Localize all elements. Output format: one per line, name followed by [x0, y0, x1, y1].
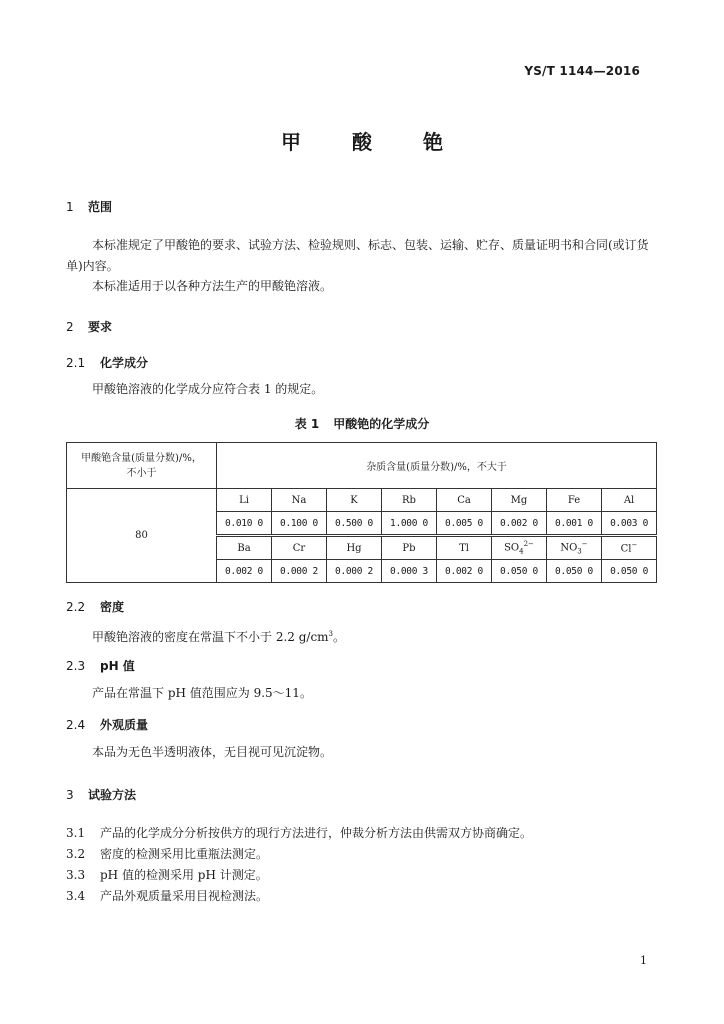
scope-paragraph-1: 本标准规定了甲酸铯的要求、试验方法、检验规则、标志、包装、运输、贮存、质量证明书和合同(或订货单)内容。	[66, 238, 649, 273]
subsection-title: 化学成分	[100, 356, 149, 370]
density-text-end: 。	[333, 630, 346, 644]
item-text: pH 值的检测采用 pH 计测定。	[100, 868, 268, 882]
section-number: 2	[66, 320, 74, 334]
document-title: 甲 酸 铯	[281, 130, 465, 154]
sulfate-base: SO	[504, 542, 520, 554]
test-method-item	[66, 866, 268, 883]
item-number: 3.3	[66, 868, 86, 882]
item-text: 密度的检测采用比重瓶法测定。	[100, 847, 269, 861]
item-text: 产品外观质量采用目视检测法。	[100, 889, 269, 903]
scope-paragraph-2: 本标准适用于以各种方法生产的甲酸铯溶液。	[92, 279, 333, 293]
element-cell: Cr	[272, 536, 327, 560]
nitrate-charge: −	[581, 540, 588, 549]
item-number: 3.4	[66, 889, 86, 903]
section-title: 要求	[88, 320, 113, 334]
subsection-title: pH 值	[100, 659, 135, 673]
density-text-main: 甲酸铯溶液的密度在常温下不小于 2.2 g/cm	[92, 630, 329, 644]
appearance-text: 本品为无色半透明液体，无目视可见沉淀物。	[92, 745, 333, 759]
value-cell: 0.050 0	[602, 560, 657, 583]
element-cell: Hg	[327, 536, 382, 560]
sulfate-subscript: 4	[519, 547, 524, 556]
element-cell: Tl	[437, 536, 492, 560]
standard-number: YS/T 1144—2016	[524, 64, 640, 78]
value-cell: 0.050 0	[492, 560, 547, 583]
main-content-header	[67, 443, 217, 489]
value-cell: 0.000 2	[327, 560, 382, 583]
element-cell: Rb	[382, 489, 437, 512]
value-cell: 0.100 0	[272, 512, 327, 536]
section-number: 3	[66, 788, 74, 802]
ph-text: 产品在常温下 pH 值范围应为 9.5～11。	[92, 686, 312, 700]
subsection-title: 密度	[100, 600, 125, 614]
section-2-3-heading	[66, 657, 135, 674]
subsection-number: 2.2	[66, 600, 86, 614]
section-title: 试验方法	[88, 788, 137, 802]
section-number: 1	[66, 200, 74, 214]
density-unit-exponent: 3	[328, 630, 334, 638]
chloride-charge: −	[631, 541, 638, 550]
test-method-item	[66, 845, 268, 862]
value-cell: 0.002 0	[492, 512, 547, 536]
chem-composition-text: 甲酸铯溶液的化学成分应符合表 1 的规定。	[92, 382, 324, 396]
main-content-value: 80	[67, 489, 217, 583]
value-cell: 0.500 0	[327, 512, 382, 536]
element-cell: Ba	[217, 536, 272, 560]
item-number: 3.2	[66, 847, 86, 861]
subsection-number: 2.4	[66, 718, 86, 732]
section-2-4-heading	[66, 716, 148, 733]
value-cell: 0.001 0	[547, 512, 602, 536]
subsection-title: 外观质量	[100, 718, 149, 732]
nitrate-subscript: 3	[577, 547, 582, 556]
element-row-1	[67, 489, 657, 512]
sulfate-cell	[492, 536, 547, 560]
item-text: 产品的化学成分分析按供方的现行方法进行，仲裁分析方法由供需双方协商确定。	[100, 826, 533, 840]
value-cell: 1.000 0	[382, 512, 437, 536]
table-caption-title: 甲酸铯的化学成分	[333, 417, 430, 431]
element-cell: Ca	[437, 489, 492, 512]
element-cell: Mg	[492, 489, 547, 512]
nitrate-base: NO	[560, 542, 578, 554]
subsection-number: 2.3	[66, 659, 86, 673]
page-number: 1	[640, 954, 647, 967]
main-content-header-line1: 甲酸铯含量(质量分数)/%，	[81, 452, 202, 464]
test-method-item	[66, 887, 268, 904]
section-3-heading	[66, 786, 136, 803]
test-method-item	[66, 824, 532, 841]
value-cell: 0.002 0	[217, 560, 272, 583]
sulfate-charge: 2−	[523, 540, 534, 549]
impurity-header: 杂质含量(质量分数)/%，不大于	[217, 443, 657, 489]
section-2-1-heading	[66, 354, 148, 371]
value-cell: 0.000 2	[272, 560, 327, 583]
element-cell: Fe	[547, 489, 602, 512]
density-text	[66, 624, 658, 648]
value-cell: 0.005 0	[437, 512, 492, 536]
value-cell: 0.050 0	[547, 560, 602, 583]
element-cell: Al	[602, 489, 657, 512]
section-1-heading	[66, 198, 112, 215]
value-cell: 0.000 3	[382, 560, 437, 583]
table-caption	[0, 415, 724, 432]
value-cell: 0.003 0	[602, 512, 657, 536]
subsection-number: 2.1	[66, 356, 86, 370]
chloride-base: Cl	[620, 543, 632, 555]
element-cell: Li	[217, 489, 272, 512]
element-cell: Na	[272, 489, 327, 512]
value-cell: 0.010 0	[217, 512, 272, 536]
section-2-heading	[66, 318, 112, 335]
element-cell: Pb	[382, 536, 437, 560]
chloride-cell	[602, 536, 657, 560]
section-2-2-heading	[66, 598, 124, 615]
item-number: 3.1	[66, 826, 86, 840]
table-caption-number: 表 1	[294, 417, 320, 431]
nitrate-cell	[547, 536, 602, 560]
main-content-header-line2: 不小于	[126, 467, 157, 479]
chemical-composition-table	[66, 442, 657, 583]
value-cell: 0.002 0	[437, 560, 492, 583]
table-header-row	[67, 443, 657, 489]
element-cell: K	[327, 489, 382, 512]
section-title: 范围	[88, 200, 113, 214]
